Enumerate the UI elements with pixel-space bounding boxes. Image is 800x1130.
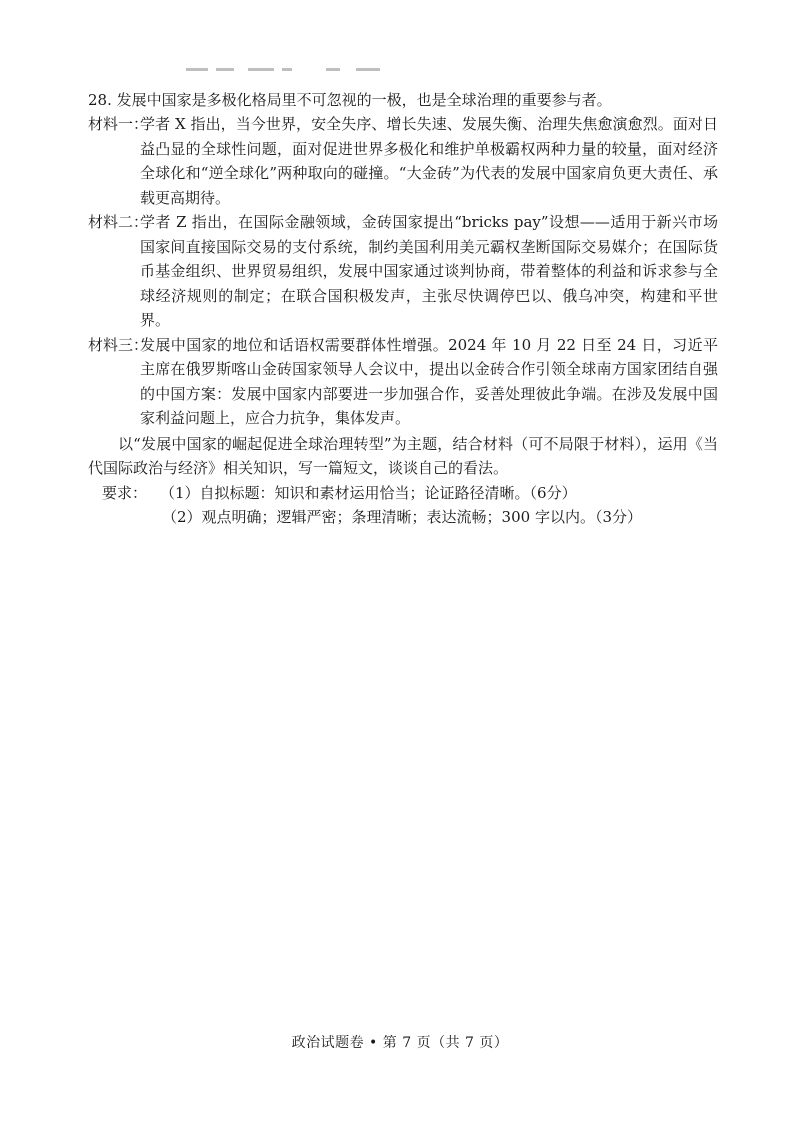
scan-artifact [186, 66, 386, 74]
material-label: 材料二： [88, 213, 149, 231]
question-title: 28. 发展中国家是多极化格局里不可忽视的一极，也是全球治理的重要参与者。 [88, 91, 612, 109]
material-3 [88, 333, 718, 431]
requirement-item: （2）观点明确；逻辑严密；条理清晰；表达流畅；300 字以内。（3分） [162, 508, 642, 526]
writing-prompt: 以“发展中国家的崛起促进全球治理转型”为主题，结合材料（可不局限于材料），运用《当代国际政治与经济》相关知识，写一篇短文，谈谈自己的看法。 [88, 434, 718, 477]
material-2 [88, 210, 718, 333]
requirement-row [88, 481, 718, 506]
requirements-label: 要求： [102, 483, 148, 502]
requirement-row [88, 505, 718, 530]
material-text: 学者 X 指出，当今世界，安全失序、增长失速、发展失衡、治理失焦愈演愈烈。面对日益凸显的全球性问题，面对促进世界多极化和维护单极霸权两种力量的较量，面对经济全球化和“逆全球化”两种取向的碰撞。“大金砖”为代表的发展中国家肩负更大责任、承载更高期待。 [140, 115, 718, 207]
material-label: 材料一： [88, 115, 149, 133]
requirements [88, 481, 718, 530]
page-footer: 政治试题卷 • 第 7 页（共 7 页） [291, 1035, 509, 1051]
material-text: 发展中国家的地位和话语权需要群体性增强。2024 年 10 月 22 日至 24 日，习近平主席在俄罗斯喀山金砖国家领导人会议中，提出以金砖合作引领全球南方国家团结自强的中国方案：发展中国家内部要进一步加强合作，妥善处理彼此争端。在涉及发展中国家利益问题上，应合力抗争，集体发声。 [140, 335, 718, 427]
material-text: 学者 Z 指出，在国际金融领域，金砖国家提出“bricks pay”设想——适用于新兴市场国家间直接国际交易的支付系统，制约美国利用美元霸权垄断国际交易媒介；在国际货币基金组织、世界贸易组织，发展中国家通过谈判协商，带着整体的利益和诉求参与全球经济规则的制定；在联合国积极发声，主张尽快调停巴以、俄乌冲突，构建和平世界。 [140, 213, 718, 329]
material-label: 材料三： [88, 335, 149, 354]
question-28 [88, 88, 718, 530]
requirement-item: （1）自拟标题：知识和素材运用恰当；论证路径清晰。（6分） [160, 483, 577, 502]
material-1 [88, 112, 718, 210]
